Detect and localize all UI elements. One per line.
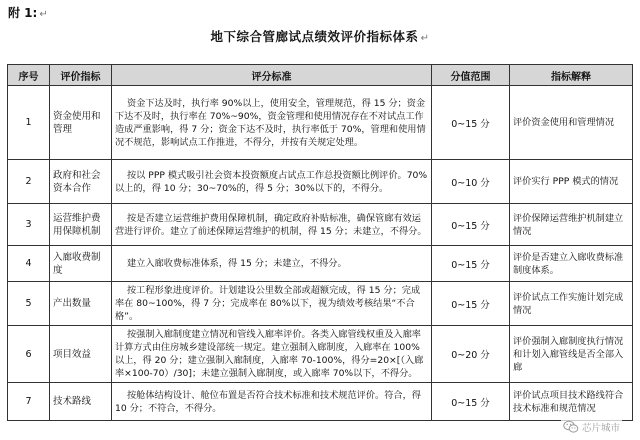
row-explanation: 评价试点项目技术路线符合技术标准和规范情况 bbox=[510, 383, 633, 421]
row-indicator: 技术路线 bbox=[50, 383, 112, 421]
table-row bbox=[8, 282, 633, 326]
header-range: 分值范围 bbox=[432, 65, 510, 86]
row-explanation: 评价是否建立入廊收费标准制度体系。 bbox=[510, 246, 633, 282]
row-standard: 按舱体结构设计、舱位布置是否符合技术标准和技术规范评价。符合，得 10 分；不符合，不得分。 bbox=[112, 383, 432, 421]
row-standard: 按工程形象进度评价。计划建设公里数全部或超额完成，得 15 分；完成率在 80~100%，得 7 分；完成率在 80%以下，视为绩效考核结果“不合格”。 bbox=[112, 282, 432, 326]
row-range: 0~15 分 bbox=[432, 282, 510, 326]
table-row bbox=[8, 383, 633, 421]
watermark-text: 芯片城市 bbox=[581, 423, 620, 434]
wechat-logo-icon bbox=[563, 420, 579, 434]
row-index: 3 bbox=[8, 204, 50, 246]
row-range: 0~20 分 bbox=[432, 326, 510, 383]
row-explanation: 评价保障运营维护机制建立情况 bbox=[510, 204, 633, 246]
row-indicator: 项目效益 bbox=[50, 326, 112, 383]
row-explanation: 评价试点工作实施计划完成情况 bbox=[510, 282, 633, 326]
row-explanation: 评价强制入廊制度执行情况和计划入廊管线是否全部入廊 bbox=[510, 326, 633, 383]
watermark bbox=[561, 420, 622, 434]
row-standard: 按强制入廊制度建立情况和管线入廊率评价。各类入廊管线权重及入廊率计算方式由住房城乡建设部统一规定。建立强制入廊制度，入廊率在 100% 以上，得 20 分；建立强制入廊制度，入廊率 70-100%，得分=20×[（入廊率×100-70）/30]；未建立强制入廊制度，或入廊率 70%以下，不得分。 bbox=[112, 326, 432, 383]
row-standard: 资金下达及时，执行率 90%以上，使用安全，管理规范，得 15 分；资金下达不及时，执行率在 70%~90%，资金管理和使用情况存在不对试点工作造成严重影响，得 7 分；资金下达不及时，执行率低于 70%，管理和使用情况不规范，影响试点工作推进，不得分，并按有关规定处理。 bbox=[112, 86, 432, 160]
table-header-row bbox=[8, 65, 633, 86]
row-explanation: 评价资金使用和管理情况 bbox=[510, 86, 633, 160]
row-index: 1 bbox=[8, 86, 50, 160]
row-index: 7 bbox=[8, 383, 50, 421]
row-index: 5 bbox=[8, 282, 50, 326]
row-indicator: 入廊收费制度 bbox=[50, 246, 112, 282]
row-index: 4 bbox=[8, 246, 50, 282]
row-standard: 建立入廊收费标准体系，得 15 分；未建立，不得分。 bbox=[112, 246, 432, 282]
header-standard: 评分标准 bbox=[112, 65, 432, 86]
table-row bbox=[8, 246, 633, 282]
row-standard: 按以 PPP 模式吸引社会资本投资额度占试点工作总投资额比例评价。70% 以上的，得 10 分；30~70%的，得 5 分；30%以下的，不得分。 bbox=[112, 160, 432, 204]
row-range: 0~15 分 bbox=[432, 204, 510, 246]
document-title: 地下综合管廊试点绩效评价指标体系 ↵ bbox=[210, 29, 430, 44]
indicator-table bbox=[7, 64, 633, 421]
table-row bbox=[8, 160, 633, 204]
row-explanation: 评价实行 PPP 模式的情况 bbox=[510, 160, 633, 204]
row-indicator: 资金使用和管理 bbox=[50, 86, 112, 160]
row-indicator: 政府和社会资本合作 bbox=[50, 160, 112, 204]
table-row bbox=[8, 204, 633, 246]
row-indicator: 产出数量 bbox=[50, 282, 112, 326]
row-range: 0~15 分 bbox=[432, 383, 510, 421]
header-explanation: 指标解释 bbox=[510, 65, 633, 86]
row-index: 6 bbox=[8, 326, 50, 383]
header-index: 序号 bbox=[8, 65, 50, 86]
row-indicator: 运营维护费用保障机制 bbox=[50, 204, 112, 246]
header-indicator: 评价指标 bbox=[50, 65, 112, 86]
row-index: 2 bbox=[8, 160, 50, 204]
table-row bbox=[8, 86, 633, 160]
row-range: 0~10 分 bbox=[432, 160, 510, 204]
row-range: 0~15 分 bbox=[432, 246, 510, 282]
table-row bbox=[8, 326, 633, 383]
row-standard: 按是否建立运营维护费用保障机制，确定政府补贴标准，确保管廊有效运营进行评价。建立了前述保障运营维护的机制，得 15 分；未建立，不得分。 bbox=[112, 204, 432, 246]
attachment-label: 附 1: ↵ bbox=[8, 6, 48, 20]
row-range: 0~15 分 bbox=[432, 86, 510, 160]
